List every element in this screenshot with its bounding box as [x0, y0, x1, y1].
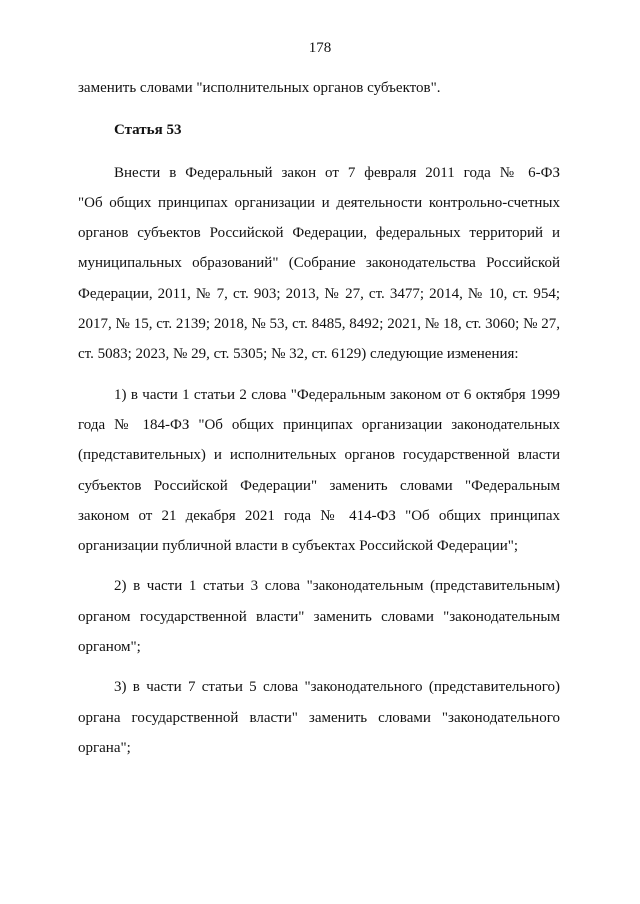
intro-line: заменить словами "исполнительных органов субъектов".	[78, 80, 441, 96]
paragraph-line: муниципальных образований" (Собрание законодательства Российской	[78, 255, 560, 272]
list-item-2	[78, 571, 560, 662]
paragraph-line: ст. 5083; 2023, № 29, ст. 5305; № 32, ст. 6129) следующие изменения:	[78, 346, 519, 363]
item-line: года № 184-ФЗ "Об общих принципах организации законодательных	[78, 416, 560, 433]
item-line: органа государственной власти" заменить словами "законодательного	[78, 709, 560, 726]
paragraph-line: "Об общих принципах организации и деятельности контрольно-счетных	[78, 194, 560, 211]
document-body	[78, 73, 560, 763]
list-item-1	[78, 380, 560, 562]
item-line: органом";	[78, 639, 141, 656]
item-line: органом государственной власти" заменить словами "законодательным	[78, 608, 560, 625]
spacer	[78, 146, 560, 158]
item-line: органа";	[78, 739, 131, 756]
article-heading: Статья 53	[114, 122, 182, 139]
paragraph-line: 2017, № 15, ст. 2139; 2018, № 53, ст. 8485, 8492; 2021, № 18, ст. 3060; № 27,	[78, 316, 560, 333]
paragraph-line: Федерации, 2011, № 7, ст. 903; 2013, № 27, ст. 3477; 2014, № 10, ст. 954;	[78, 285, 560, 302]
spacer	[78, 561, 560, 571]
paragraph-line: Внести в Федеральный закон от 7 февраля 2011 года № 6-ФЗ	[114, 164, 560, 181]
item-line: субъектов Российской Федерации" заменить словами "Федеральным	[78, 477, 560, 494]
spacer	[78, 662, 560, 672]
item-line: законом от 21 декабря 2021 года № 414-ФЗ "Об общих принципах	[78, 507, 560, 524]
item-line: 1) в части 1 статьи 2 слова "Федеральным законом от 6 октября 1999	[114, 386, 560, 403]
page-number: 178	[308, 40, 332, 56]
item-line: (представительных) и исполнительных органов государственной власти	[78, 447, 560, 464]
paragraph-main	[78, 158, 560, 370]
item-line: организации публичной власти в субъектах Российской Федерации";	[78, 538, 519, 555]
spacer	[78, 370, 560, 380]
spacer	[78, 103, 560, 115]
item-line: 2) в части 1 статьи 3 слова "законодательным (представительным)	[114, 578, 560, 595]
list-item-3	[78, 672, 560, 763]
paragraph-line: органов субъектов Российской Федерации, федеральных территорий и	[78, 225, 560, 242]
item-line: 3) в части 7 статьи 5 слова "законодательного (представительного)	[114, 679, 560, 696]
